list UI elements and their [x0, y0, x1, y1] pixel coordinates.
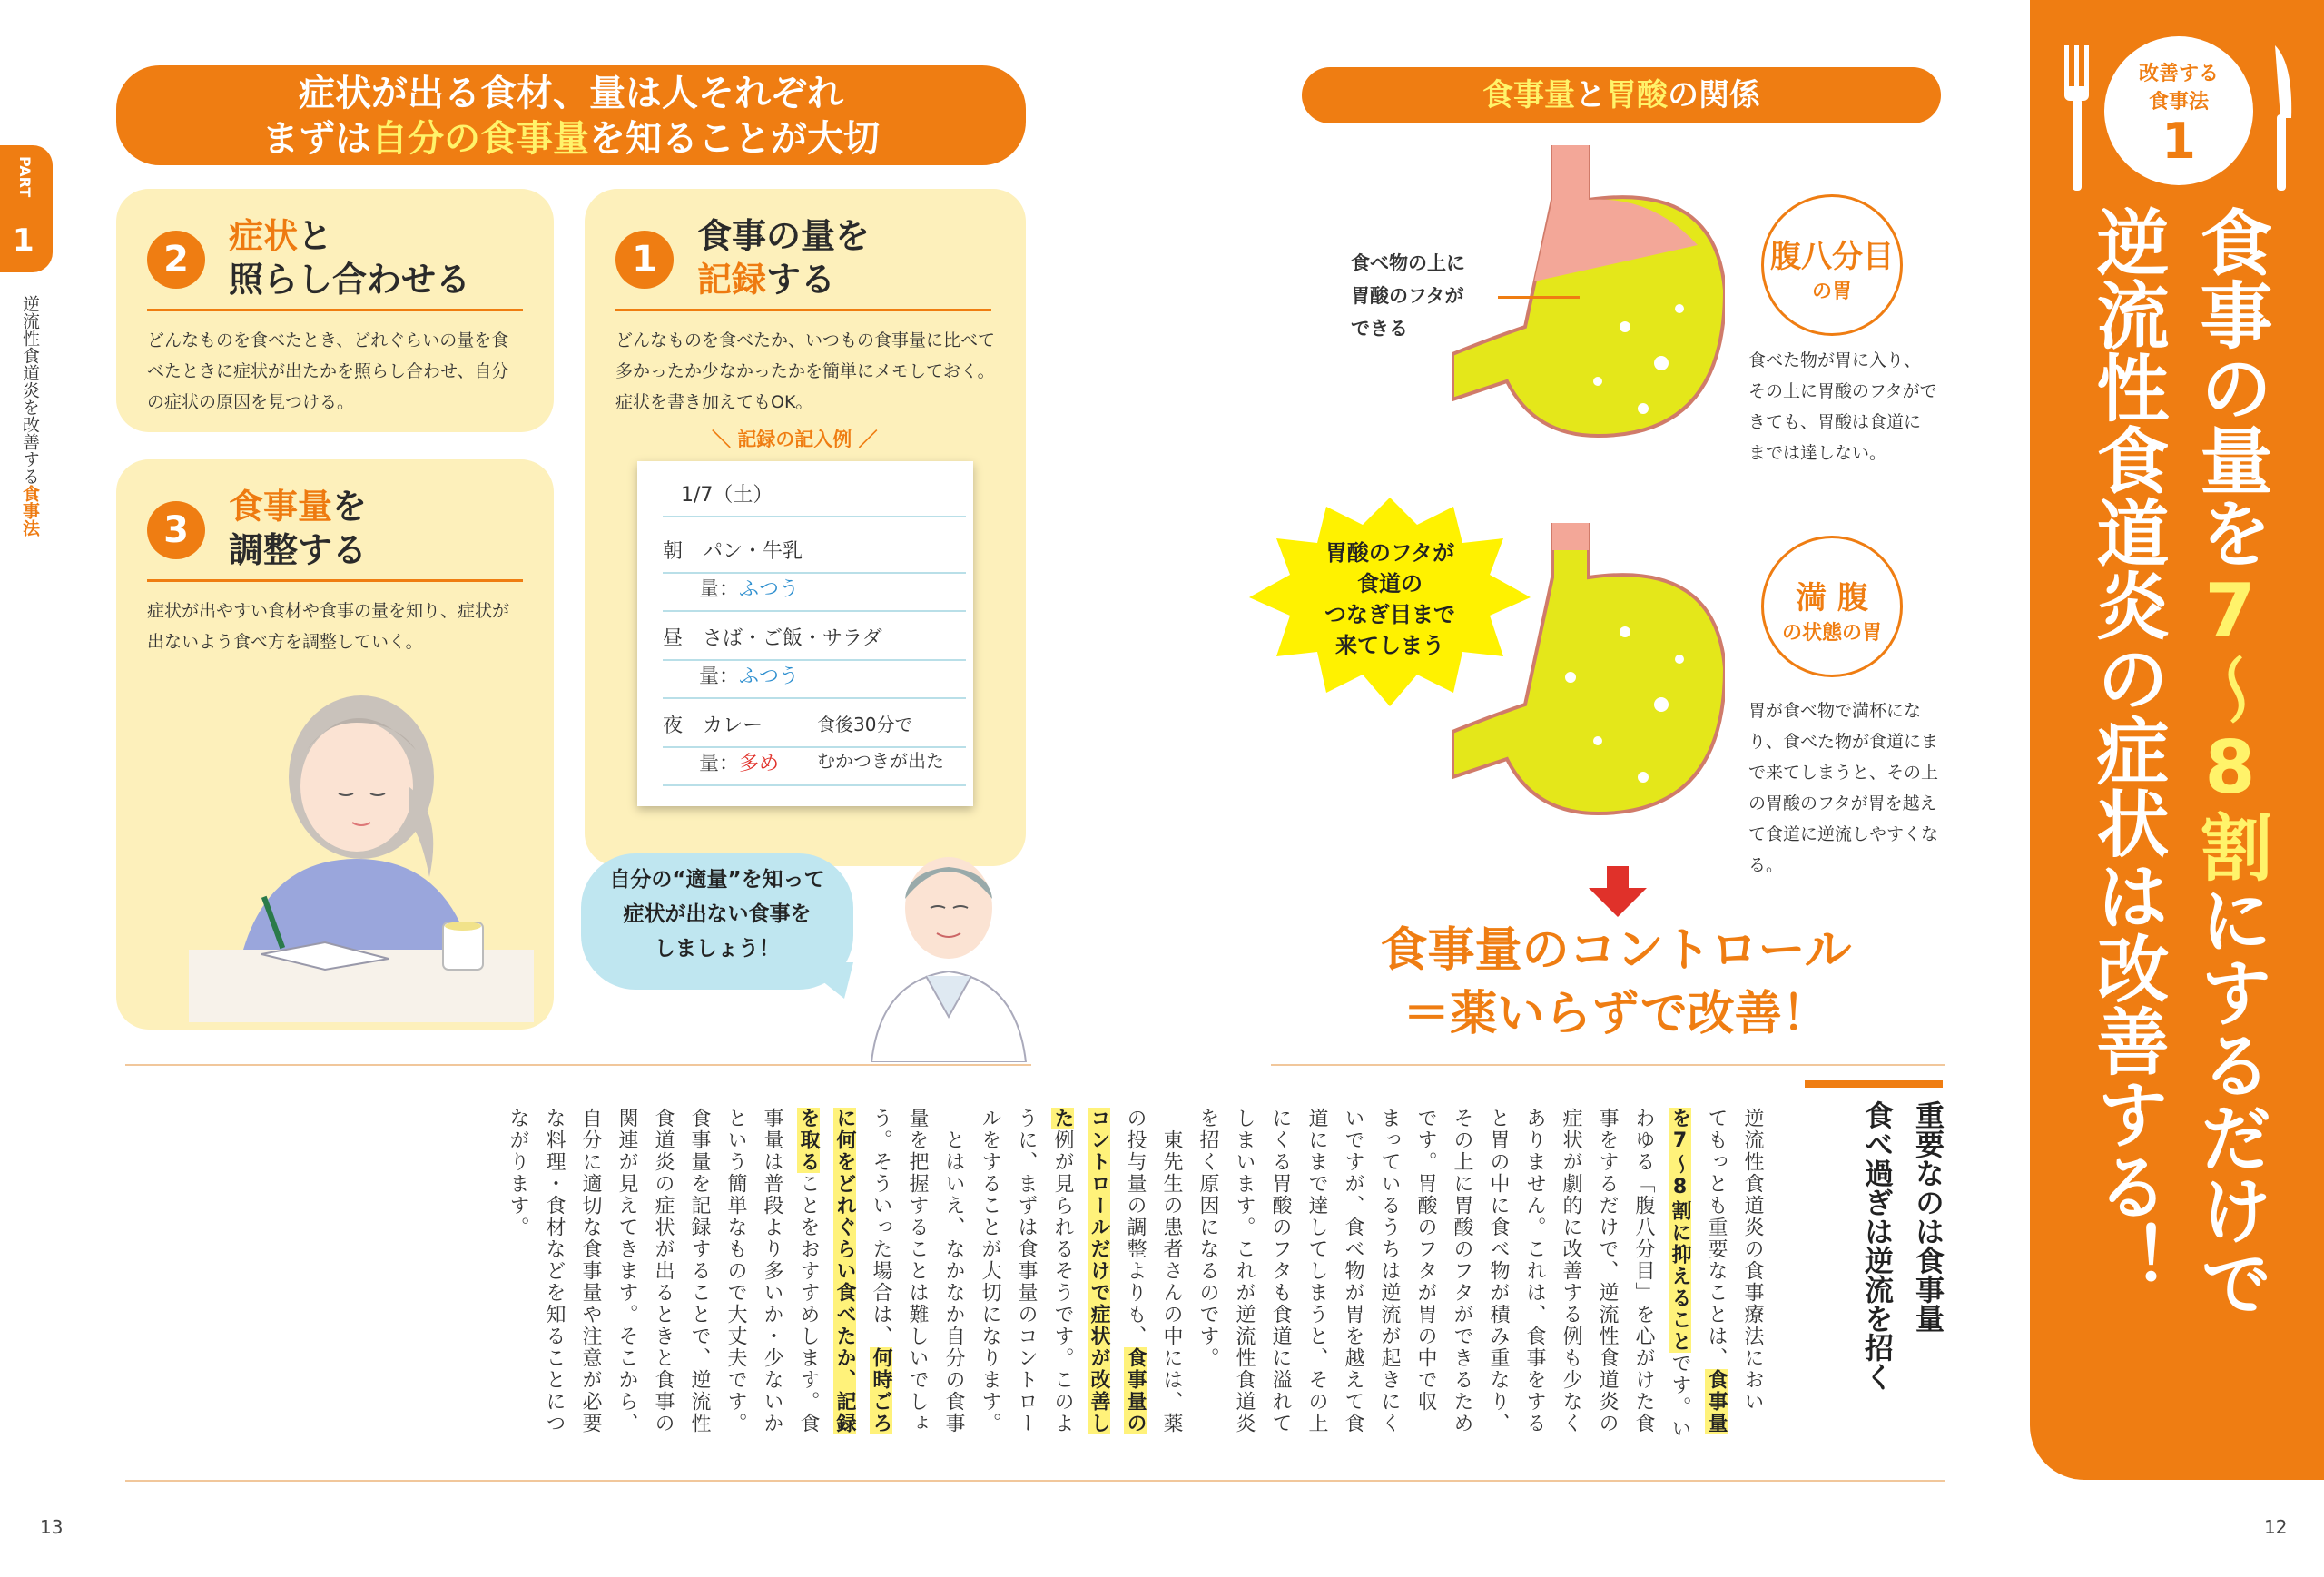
down-arrow-icon	[1589, 866, 1647, 917]
side-badge: 改善する 食事法 1	[2104, 36, 2253, 185]
body-column: た例が見られるそうです。このよ	[1051, 1108, 1074, 1434]
stomach1-note: 食べた物が胃に入り、その上に胃酸のフタができても、胃酸は食道にまでは達しない。	[1748, 350, 1937, 463]
relation-banner: 食事量と胃酸の関係	[1302, 67, 1941, 123]
doctor-speech-bubble: 自分の“適量”を知って 症状が出ない食事を しましょう！	[581, 853, 853, 990]
body-text	[163, 1108, 1770, 1471]
body-column: う。そういった場合は、何時ごろ	[870, 1108, 892, 1434]
body-column: を取ることをおすすめします。食	[797, 1108, 820, 1434]
body-column: を7～8割に抑えることです。い	[1669, 1108, 1691, 1440]
body-column: しまいます。これが逆流性食道炎	[1233, 1108, 1256, 1434]
step1-text: どんなものを食べたか、いつもの食事量に比べて多かったか少なかったかを簡単にメモしておく。症状を書き加えてもOK。	[615, 330, 996, 412]
knife-icon	[2268, 45, 2295, 191]
body-column: 事量は普段より多いか・少ないか	[761, 1108, 783, 1434]
body-column: 関連が見えてきます。そこから、	[615, 1108, 638, 1434]
step3-title: 食事量を 調整する	[229, 487, 368, 570]
step1-number: 1	[615, 231, 674, 289]
stomach-normal-illustration	[1452, 145, 1725, 454]
body-column: まっているうちは逆流が起きにく	[1378, 1108, 1401, 1434]
step3-text: 症状が出やすい食材や食事の量を知り、症状が出ないよう食べ方を調整していく。	[147, 601, 510, 652]
section-divider-right	[1271, 1064, 1945, 1066]
step1-title: 食事の量を 記録する	[697, 216, 871, 300]
memo-row-lunch: 昼 さば・ご飯・サラダ 量：ふつう	[663, 623, 966, 699]
body-column: とはいえ、なかなか自分の食事	[942, 1108, 965, 1434]
step3-rule	[147, 579, 523, 582]
body-column: 道にまで達してしまうと、その上	[1305, 1108, 1328, 1434]
step3-number: 3	[147, 501, 205, 559]
side-title-col1: 食事の量を7～8割にするだけで	[2188, 205, 2272, 1318]
step2-card	[116, 189, 554, 432]
stomach1-pointer	[1498, 296, 1580, 299]
page-number-right: 12	[2264, 1516, 2288, 1538]
memo-date: 1/7（土）	[663, 479, 966, 517]
body-column: ながります。	[507, 1108, 529, 1238]
bubble-tail	[799, 962, 853, 999]
body-column: いですが、食べ物が胃を越えて食	[1342, 1108, 1364, 1434]
left-vertical-caption: 逆流性食道炎を改善する食事法	[20, 295, 40, 537]
body-column: 自分に適切な食事量や注意が必要	[579, 1108, 602, 1434]
body-column: ありません。これは、食事をする	[1523, 1108, 1546, 1434]
step1-card	[585, 189, 1026, 866]
memo-row-dinner: 夜 カレー 食後30分で 量：多め むかつきが出た	[663, 710, 966, 786]
step2-title: 症状と 照らし合わせる	[229, 216, 471, 300]
memo-row-breakfast: 朝 パン・牛乳 量：ふつう	[663, 536, 966, 612]
body-column: です。胃酸のフタが胃の中で収	[1414, 1108, 1437, 1413]
step3-card	[116, 459, 554, 1030]
body-column: その上に胃酸のフタができるため	[1451, 1108, 1473, 1434]
body-column: 症状が劇的に改善する例も少なく	[1560, 1108, 1582, 1434]
body-column: ルをすることが大切になります。	[979, 1108, 1001, 1434]
stomach2-note: 胃が食べ物で満杯になり、食べた物が食道にまで来てしまうと、その上の胃酸のフタが胃を越えて食道に逆流しやすくなる。	[1748, 701, 1939, 875]
subheading-rule	[1805, 1080, 1943, 1088]
step2-rule	[147, 309, 523, 311]
step2-text: どんなものを食べたとき、どれぐらいの量を食べたときに症状が出たかを照らし合わせ、自分の症状の原因を見つける。	[147, 330, 509, 412]
burst-text: 胃酸のフタが 食道の つなぎ目まで 来てしまう	[1324, 540, 1455, 658]
body-column: に何をどれぐらい食べたか、記録	[833, 1108, 856, 1434]
step2-number: 2	[147, 231, 205, 289]
body-column: コントロールだけで症状が改善し	[1088, 1108, 1110, 1434]
body-column: な料理・食材などを知ることにつ	[543, 1108, 566, 1434]
body-column: の投与量の調整よりも、食事量の	[1124, 1108, 1147, 1434]
fork-icon	[2061, 45, 2093, 191]
body-column: 食道炎の症状が出るときと食事の	[652, 1108, 675, 1434]
conclusion: 食事量のコントロール ＝薬いらずで改善！	[1380, 923, 1852, 1041]
header-line1: 症状が出る食材、量は人それぞれ	[299, 73, 843, 114]
doctor-illustration	[862, 844, 1035, 1062]
body-column: 量を把握することは難しいでしょ	[906, 1108, 929, 1434]
woman-writing-illustration	[171, 650, 552, 1022]
body-column: 事をするだけで、逆流性食道炎の	[1596, 1108, 1619, 1434]
stomach1-label: 食べ物の上に 胃酸のフタが できる	[1351, 252, 1465, 340]
record-memo	[637, 461, 973, 806]
body-column: うに、まずは食事量のコントロー	[1015, 1108, 1038, 1434]
example-label: ＼ 記録の記入例 ／	[712, 429, 878, 450]
header-banner	[116, 65, 1026, 165]
body-column: てもっとも重要なことは、食事量	[1705, 1108, 1728, 1434]
body-column: わゆる「腹八分目」を心がけた食	[1632, 1108, 1655, 1434]
stomach2-circle: 満 腹 の状態の胃	[1761, 536, 1903, 677]
page-number-left: 13	[40, 1516, 64, 1538]
section-divider-left	[125, 1064, 1031, 1066]
part-number: 1	[13, 222, 34, 259]
stomach1-circle: 腹八分目 の胃	[1761, 194, 1903, 336]
body-column: にくる胃酸のフタも食道に溢れて	[1269, 1108, 1292, 1434]
subheading: 重要なのは食事量 食べ過ぎは逆流を招く	[1860, 1100, 1945, 1391]
bottom-divider	[125, 1480, 1945, 1482]
part-tab	[0, 145, 53, 272]
step1-rule	[615, 309, 991, 311]
header-line2: まずは自分の食事量を知ることが大切	[262, 118, 880, 160]
side-title-panel	[2030, 0, 2324, 1480]
body-column: という簡単なもので大丈夫です。	[724, 1108, 747, 1434]
body-column: 食事量を記録することで、逆流性	[688, 1108, 711, 1434]
body-column: を招く原因になるのです。	[1196, 1108, 1219, 1369]
side-title-col2: 逆流性食道炎の症状は改善する！	[2084, 205, 2169, 1295]
body-column: と胃の中に食べ物が積み重なり、	[1487, 1108, 1510, 1434]
body-column: 逆流性食道炎の食事療法におい	[1741, 1108, 1764, 1413]
body-column: 東先生の患者さんの中には、薬	[1160, 1108, 1183, 1434]
part-label: PART	[16, 156, 34, 198]
